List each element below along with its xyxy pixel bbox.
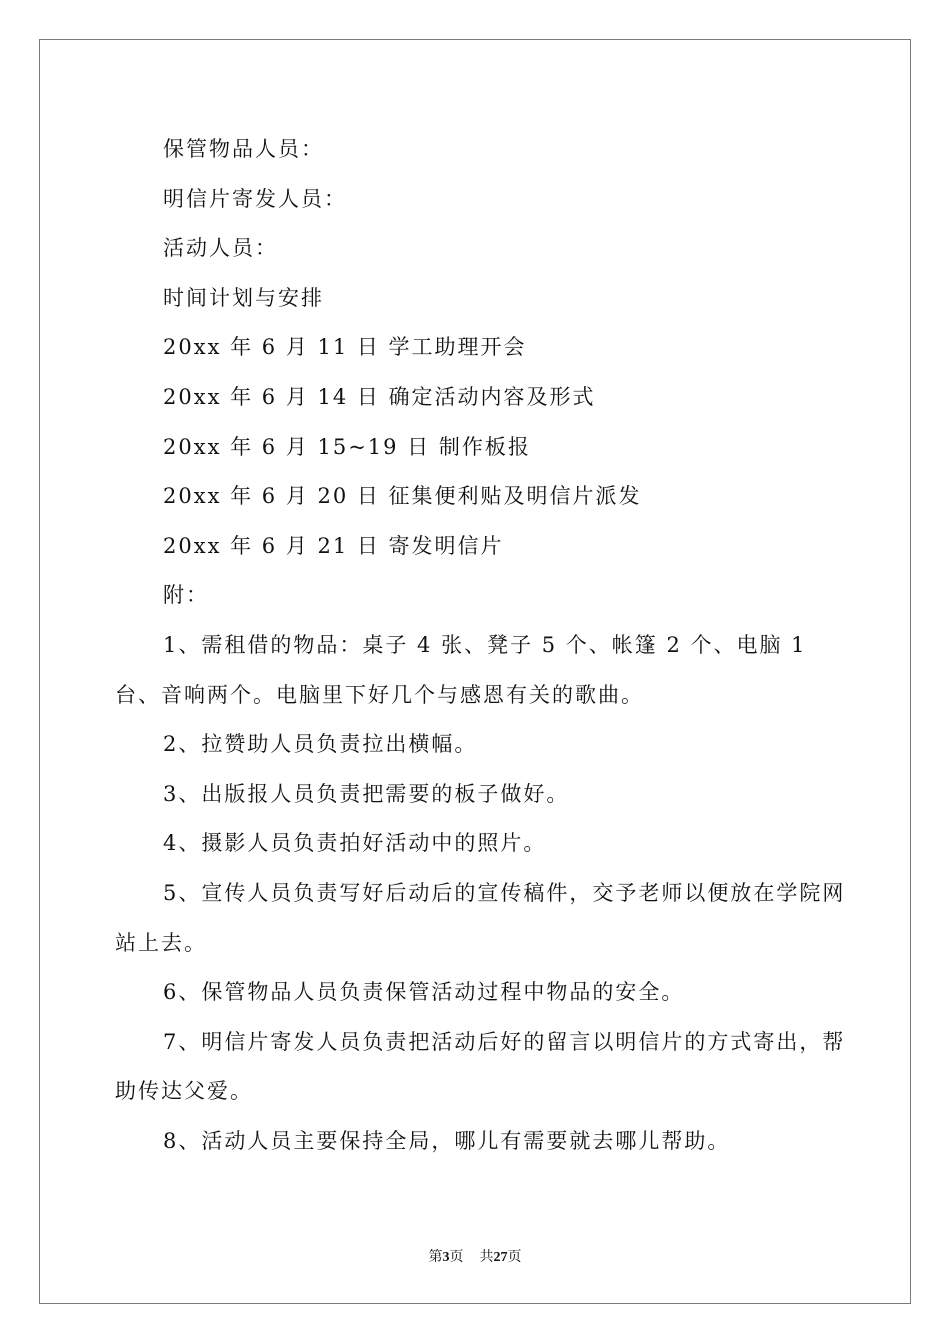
paragraph: 保管物品人员： [163,137,324,161]
paragraph: 明信片寄发人员： [163,186,347,211]
paragraph: 1、需租借的物品：桌子 4 张、凳子 5 个、帐篷 2 个、电脑 1 台、音响两个。电脑里下好几个与感恩有关的歌曲。 [115,632,807,707]
paragraph: 时间计划与安排 [163,285,324,310]
paragraph: 20xx 年 6 月 14 日 确定活动内容及形式 [163,384,596,409]
page-suffix: 页 [449,1250,464,1265]
page-current: 3 [442,1250,450,1265]
paragraph: 20xx 年 6 月 15~19 日 制作板报 [163,434,531,459]
paragraph: 附： [163,583,209,608]
paragraph: 20xx 年 6 月 21 日 寄发明信片 [163,533,504,558]
paragraph: 6、保管物品人员负责保管活动过程中物品的安全。 [163,980,685,1005]
page-footer [0,1246,950,1266]
total-prefix: 共 [479,1250,494,1265]
paragraph: 8、活动人员主要保持全局，哪儿有需要就去哪儿帮助。 [163,1128,731,1153]
total-suffix: 页 [507,1250,522,1265]
paragraph: 7、明信片寄发人员负责把活动后好的留言以明信片的方式寄出，帮助传达父爱。 [115,1029,846,1104]
paragraph: 3、出版报人员负责把需要的板子做好。 [163,781,570,806]
document-body [115,125,855,1166]
paragraph: 20xx 年 6 月 20 日 征集便利贴及明信片派发 [163,484,642,509]
paragraph: 4、摄影人员负责拍好活动中的照片。 [163,831,547,856]
paragraph: 2、拉赞助人员负责拉出横幅。 [163,732,478,757]
page-prefix: 第 [428,1250,443,1265]
paragraph: 活动人员： [163,236,278,261]
paragraph: 20xx 年 6 月 11 日 学工助理开会 [163,335,527,360]
paragraph: 5、宣传人员负责写好后动后的宣传稿件，交予老师以便放在学院网站上去。 [115,880,846,955]
page-total: 27 [493,1250,508,1265]
